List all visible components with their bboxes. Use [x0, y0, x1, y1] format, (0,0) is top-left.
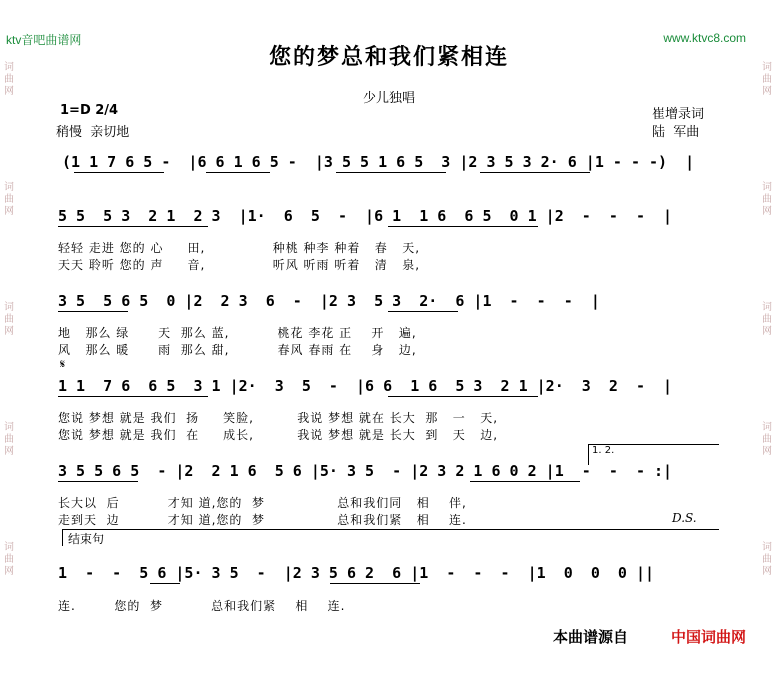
- watermark-right: 词 曲 网: [762, 422, 772, 457]
- watermark-right: 词 曲 网: [762, 302, 772, 337]
- lyric-line-6: 连. 您的 梦 总和我们紧 相 连.: [58, 599, 346, 613]
- source-site-link[interactable]: 中国词曲网: [670, 628, 746, 646]
- segno-sign: 𝄋: [60, 357, 66, 371]
- song-subtitle: 少儿独唱: [362, 91, 415, 106]
- beam-underline: [330, 583, 420, 584]
- beam-underline: [206, 172, 270, 173]
- volta-label: 1. 2.: [592, 445, 615, 456]
- watermark-left: 词 曲 网: [4, 422, 14, 457]
- ending-bracket: [62, 529, 719, 546]
- beam-underline: [58, 226, 208, 227]
- beam-underline: [470, 481, 580, 482]
- site-url-right[interactable]: www.ktvc8.com: [663, 31, 746, 45]
- score-line-6-notes: 1 - - 5 6 |5· 3 5 - |2 3 5 6 2 6 |1 - - - |1 0 0 0 ||: [58, 564, 655, 582]
- watermark-left: 词 曲 网: [4, 302, 14, 337]
- beam-underline: [150, 583, 180, 584]
- dal-segno-mark: D.S.: [672, 511, 697, 525]
- watermark-right: 词 曲 网: [762, 542, 772, 577]
- lyricist-credit: 崔增录词: [652, 107, 705, 122]
- score-line-1-notes: (1 1 7 6 5 - |6 6 1 6 5 - |3 5 5 1 6 5 3 |2 3 5 3 2· 6 |1 - - -) |: [62, 153, 695, 171]
- ending-label: 结束句: [68, 532, 105, 546]
- watermark-left: 词 曲 网: [4, 182, 14, 217]
- beam-underline: [58, 396, 208, 397]
- watermark-left: 词 曲 网: [4, 62, 14, 97]
- lyric-line-2-verse-1: 轻轻 走进 您的 心 田, 种桃 种李 种着 春 天,: [58, 241, 421, 255]
- score-line-2-notes: 5 5 5 3 2 1 2 3 |1· 6 5 - |6 1 1 6 6 5 0 1 |2 - - - |: [58, 207, 673, 225]
- lyric-line-4-verse-2: 您说 梦想 就是 我们 在 成长, 我说 梦想 就是 长大 到 天 边,: [58, 428, 499, 442]
- watermark-left: 词 曲 网: [4, 542, 14, 577]
- lyric-line-3-verse-2: 风 那么 暖 雨 那么 甜, 春风 春雨 在 身 边,: [58, 343, 417, 357]
- beam-underline: [336, 172, 446, 173]
- song-title: 您的梦总和我们紧相连: [268, 45, 509, 70]
- lyric-line-5-verse-1: 长大以 后 才知 道,您的 梦 总和我们同 相 伴,: [58, 496, 467, 510]
- composer-credit: 陆 军曲: [652, 125, 700, 140]
- score-line-5-notes: 3 5 5 6 5 - |2 2 1 6 5 6 |5· 3 5 - |2 3 2 1 6 0 2 |1 - - - :|: [58, 462, 673, 480]
- beam-underline: [74, 172, 164, 173]
- lyric-line-2-verse-2: 天天 聆听 您的 声 音, 听风 听雨 听着 清 泉,: [58, 258, 421, 272]
- watermark-right: 词 曲 网: [762, 62, 772, 97]
- score-line-3-notes: 3 5 5 6 5 0 |2 2 3 6 - |2 3 5 3 2· 6 |1 - - - |: [58, 292, 600, 310]
- key-signature: 1=D 2/4: [60, 103, 119, 118]
- watermark-right: 词 曲 网: [762, 182, 772, 217]
- beam-underline: [388, 311, 458, 312]
- tempo-marking: 稍慢 亲切地: [56, 125, 130, 140]
- lyric-line-5-verse-2: 走到天 边 才知 道,您的 梦 总和我们紧 相 连.: [58, 513, 467, 527]
- site-logo-left[interactable]: ktv音吧曲谱网: [6, 33, 82, 47]
- beam-underline: [480, 172, 590, 173]
- score-line-4-notes: 1 1 7 6 6 5 3 1 |2· 3 5 - |6 6 1 6 5 3 2 1 |2· 3 2 - |: [58, 377, 673, 395]
- beam-underline: [388, 226, 538, 227]
- beam-underline: [58, 311, 128, 312]
- beam-underline: [388, 396, 538, 397]
- lyric-line-4-verse-1: 您说 梦想 就是 我们 扬 笑脸, 我说 梦想 就在 长大 那 一 天,: [58, 411, 499, 425]
- source-label: 本曲谱源自: [552, 628, 628, 646]
- lyric-line-3-verse-1: 地 那么 绿 天 那么 蓝, 桃花 李花 正 开 遍,: [58, 326, 417, 340]
- beam-underline: [58, 481, 138, 482]
